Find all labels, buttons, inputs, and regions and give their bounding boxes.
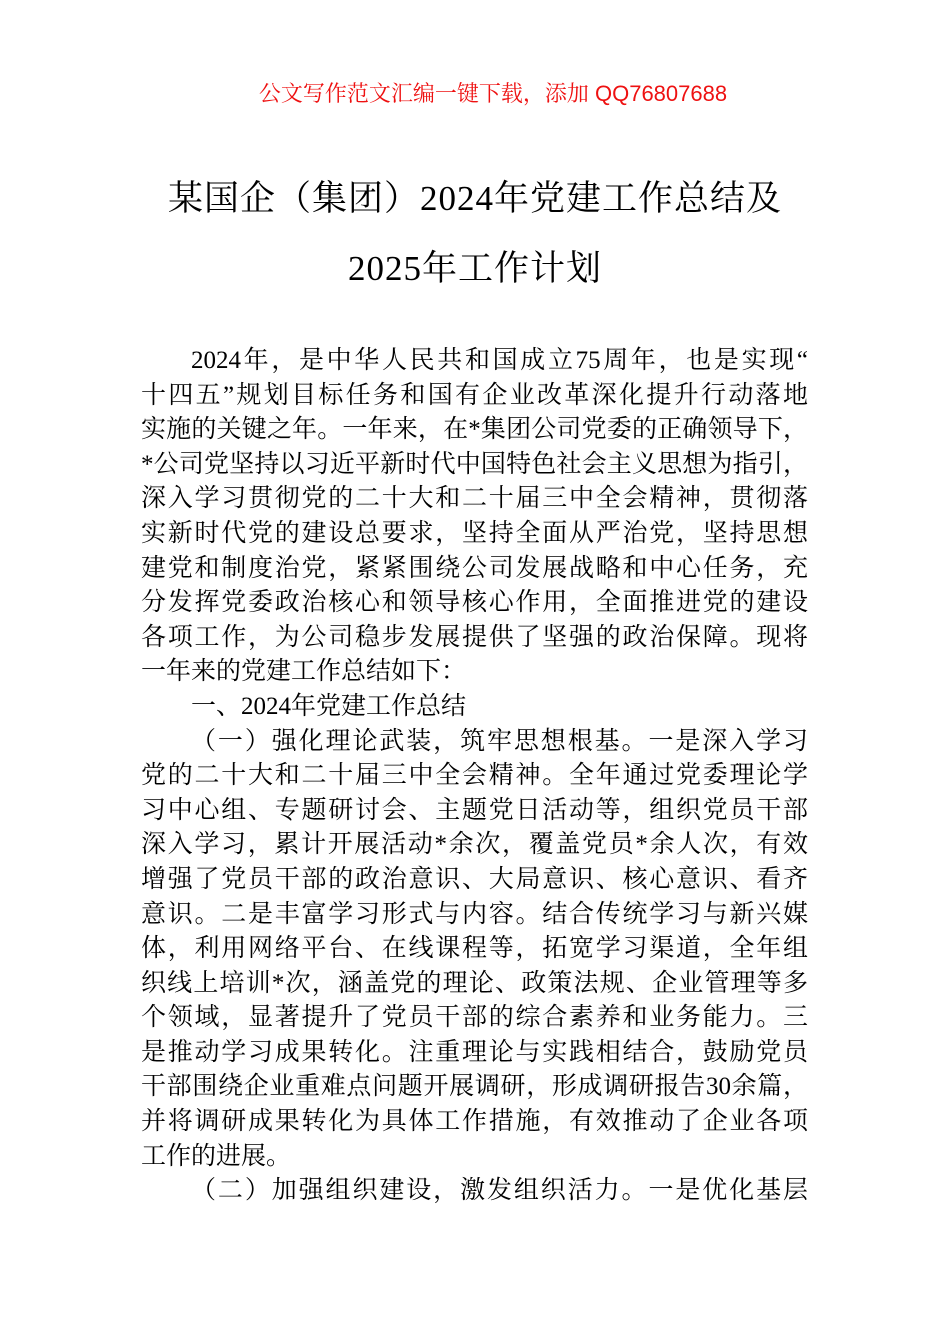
body-line: 并将调研成果转化为具体工作措施，有效推动了企业各项 [141, 1108, 808, 1136]
document-title [0, 164, 950, 304]
body-line: 一年来的党建工作总结如下： [141, 658, 467, 686]
body-line: 干部围绕企业重难点问题开展调研，形成调研报告30余篇， [141, 1073, 808, 1101]
body-line: 习中心组、专题研讨会、主题党日活动等，组织党员干部 [141, 796, 808, 824]
body-line: 个领域，显著提升了党员干部的综合素养和业务能力。三 [141, 1004, 808, 1032]
body-line: 是推动学习成果转化。注重理论与实践相结合，鼓励党员 [141, 1038, 808, 1066]
body-line: 织线上培训*次，涵盖党的理论、政策法规、企业管理等多 [141, 969, 808, 997]
document-body [141, 344, 808, 1209]
promo-banner-text: 公文写作范文汇编一键下载，添加 QQ76807688 [258, 81, 728, 106]
body-line: （一）强化理论武装，筑牢思想根基。一是深入学习 [191, 727, 808, 755]
body-line: 体，利用网络平台、在线课程等，拓宽学习渠道，全年组 [141, 935, 808, 963]
body-line: 意识。二是丰富学习形式与内容。结合传统学习与新兴媒 [141, 900, 808, 928]
body-line: 深入学习贯彻党的二十大和二十届三中全会精神，贯彻落 [141, 485, 808, 513]
body-line: 实施的关键之年。一年来，在*集团公司党委的正确领导下， [141, 416, 808, 444]
body-line: 分发挥党委政治核心和领导核心作用，全面推进党的建设 [141, 589, 808, 617]
body-line: 十四五”规划目标任务和国有企业改革深化提升行动落地 [141, 381, 808, 409]
document-title-line-1: 某国企（集团）2024年党建工作总结及 [167, 179, 782, 218]
body-line: 增强了党员干部的政治意识、大局意识、核心意识、看齐 [141, 865, 808, 893]
body-line: *公司党坚持以习近平新时代中国特色社会主义思想为指引， [141, 450, 808, 478]
body-line: 建党和制度治党，紧紧围绕公司发展战略和中心任务，充 [141, 554, 808, 582]
body-line: （二）加强组织建设，激发组织活力。一是优化基层 [191, 1177, 808, 1205]
body-line: 工作的进展。 [141, 1142, 292, 1170]
body-line: 党的二十大和二十届三中全会精神。全年通过党委理论学 [141, 762, 808, 790]
document-title-line-2: 2025年工作计划 [347, 249, 602, 288]
body-line: 各项工作，为公司稳步发展提供了坚强的政治保障。现将 [141, 623, 808, 651]
body-line: 2024年，是中华人民共和国成立75周年，也是实现“ [191, 347, 808, 374]
body-line: 一、2024年党建工作总结 [191, 692, 467, 720]
body-line: 实新时代党的建设总要求，坚持全面从严治党，坚持思想 [141, 519, 808, 547]
body-line: 深入学习，累计开展活动*余次，覆盖党员*余人次，有效 [141, 831, 808, 859]
